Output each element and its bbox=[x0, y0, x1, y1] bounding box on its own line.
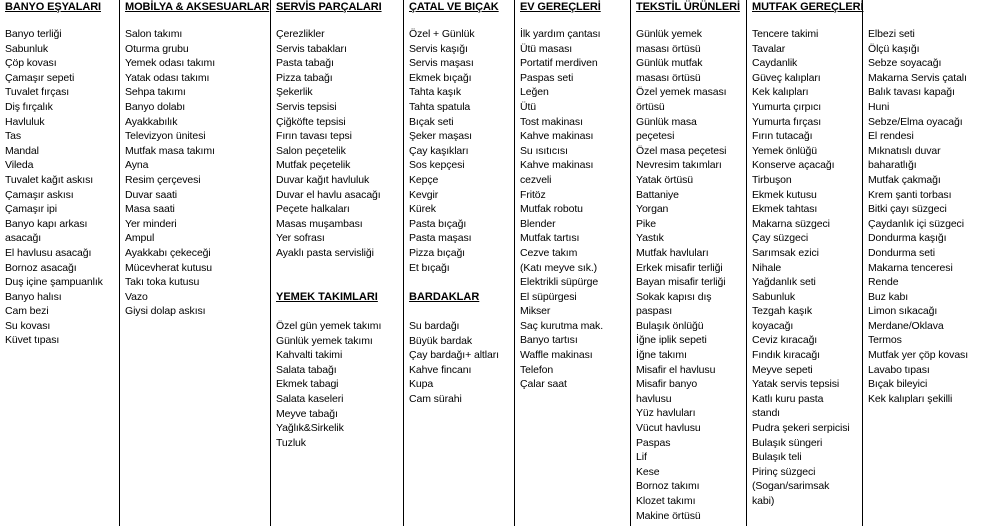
list-item: Fırın tavası tepsi bbox=[276, 130, 352, 143]
list-item: Yumurta çırpıcı bbox=[752, 100, 822, 113]
list-item: Ekmek kutusu bbox=[752, 188, 817, 201]
list-item: Salon takımı bbox=[125, 28, 183, 40]
list-item: Meyve sepeti bbox=[752, 363, 813, 376]
list-item: Büyük bardak bbox=[409, 334, 473, 347]
list-item: Mikser bbox=[520, 305, 551, 318]
list-item: Telefon bbox=[520, 363, 554, 376]
list-item: Dondurma kaşığı bbox=[868, 232, 947, 245]
list-item: Ayakkabılık bbox=[125, 115, 178, 128]
list-item: baharatlığı bbox=[868, 159, 917, 172]
item-list bbox=[125, 27, 215, 319]
list-item: koyacağı bbox=[752, 319, 794, 332]
list-item: Saç kurutma mak. bbox=[520, 319, 604, 332]
list-item: Ekmek bıçağı bbox=[409, 71, 472, 84]
list-item: Yatak odası takımı bbox=[125, 71, 210, 84]
list-item: Mutfak yer çöp kovası bbox=[868, 349, 969, 362]
list-item: Yumurta fırçası bbox=[752, 115, 822, 128]
list-item: Kahvalti takimi bbox=[276, 349, 343, 362]
list-item: Sokak kapısı dış bbox=[636, 290, 712, 303]
list-item: Bulaşık teli bbox=[752, 451, 802, 464]
list-item: El süpürgesi bbox=[520, 290, 577, 303]
list-item: (Sogan/sarimsak bbox=[752, 480, 830, 493]
list-item: Sebze/Elma oyacağı bbox=[868, 115, 963, 128]
list-item: Makarna Servis çatalı bbox=[868, 71, 967, 84]
list-item: Yemek önlüğü bbox=[752, 144, 817, 157]
list-item: Portatif merdiven bbox=[520, 57, 598, 70]
list-item: Kupa bbox=[409, 378, 434, 391]
list-item: Limon sıkacağı bbox=[868, 305, 938, 318]
list-item: Tuvalet kağıt askısı bbox=[5, 173, 94, 186]
list-item: İğne takımı bbox=[636, 349, 687, 362]
list-item: Blender bbox=[520, 217, 556, 230]
list-item: Bornoz takımı bbox=[636, 480, 700, 493]
list-item: Duvar saati bbox=[125, 188, 178, 201]
item-list bbox=[276, 27, 381, 261]
list-item: Vazo bbox=[125, 290, 148, 303]
list-item: Ütü bbox=[520, 100, 537, 113]
list-item: Kese bbox=[636, 465, 660, 478]
list-item: Waffle makinası bbox=[520, 349, 593, 362]
list-item: Çay kaşıkları bbox=[409, 144, 469, 157]
list-item: El havlusu asacağı bbox=[5, 246, 92, 259]
list-item: Tuzluk bbox=[276, 436, 306, 449]
list-item: Salata kaseleri bbox=[276, 392, 344, 405]
list-item: Çalar saat bbox=[520, 378, 567, 391]
list-item: Meyve tabağı bbox=[276, 407, 338, 420]
list-item: Lif bbox=[636, 451, 647, 464]
list-item: Rende bbox=[868, 276, 899, 289]
list-item: Nevresim takımları bbox=[636, 159, 722, 172]
list-item: Yastık bbox=[636, 232, 664, 245]
list-item: Kevgir bbox=[409, 188, 439, 201]
list-item: Tuvalet fırçası bbox=[5, 86, 70, 99]
list-item: Resim çerçevesi bbox=[125, 173, 201, 186]
list-item: Buz kabı bbox=[868, 290, 909, 303]
list-item: Güveç kalıpları bbox=[752, 71, 821, 84]
sub-header: YEMEK TAKIMLARI bbox=[276, 291, 378, 303]
sub-item-list bbox=[409, 319, 499, 407]
list-item: cezveli bbox=[520, 173, 552, 186]
list-item: Klozet takımı bbox=[636, 495, 696, 507]
column-catal bbox=[404, 0, 515, 526]
list-item: Mutfak masa takımı bbox=[125, 144, 215, 157]
list-item: Çay bardağı+ altları bbox=[409, 349, 499, 362]
column-header: EV GEREÇLERİ bbox=[520, 1, 601, 13]
list-item: Servis tabakları bbox=[276, 42, 347, 55]
list-item: Banyo terliği bbox=[5, 28, 62, 40]
list-item: El rendesi bbox=[868, 130, 914, 143]
list-item: Leğen bbox=[520, 86, 549, 99]
list-item: Pike bbox=[636, 217, 657, 230]
list-item: Ütü masası bbox=[520, 42, 573, 55]
list-item: Ayakkabı çekeceği bbox=[125, 246, 211, 259]
list-item: Yüz havluları bbox=[636, 407, 696, 420]
list-item: Tahta kaşık bbox=[409, 86, 462, 99]
list-item: Çaydanlık içi süzgeci bbox=[868, 217, 964, 230]
item-list bbox=[520, 27, 603, 392]
list-item: Yer minderi bbox=[125, 217, 177, 230]
column-ev bbox=[515, 0, 631, 526]
list-item: Mıknatıslı duvar bbox=[868, 144, 941, 157]
list-item: Yorgan bbox=[636, 203, 669, 216]
list-item: Cam sürahi bbox=[409, 392, 462, 405]
list-item: Dondurma seti bbox=[868, 246, 935, 259]
list-item: Tezgah kaşık bbox=[752, 305, 813, 318]
list-item: (Katı meyve sık.) bbox=[520, 261, 598, 274]
list-item: Çay süzgeci bbox=[752, 232, 809, 245]
list-item: Masa saati bbox=[125, 203, 175, 216]
list-item: Salata tabağı bbox=[276, 363, 337, 376]
list-item: Bayan misafir terliği bbox=[636, 276, 726, 289]
list-item: Termos bbox=[868, 334, 902, 347]
list-item: masası örtüsü bbox=[636, 71, 701, 84]
list-item: Banyo dolabı bbox=[125, 100, 186, 113]
list-item: Pudra şekeri serpicisi bbox=[752, 422, 850, 435]
column-mutfak-devam bbox=[863, 0, 991, 526]
list-item: Tavalar bbox=[752, 42, 786, 55]
list-item: Servis maşası bbox=[409, 57, 474, 70]
list-item: Özel + Günlük bbox=[409, 28, 475, 40]
list-item: Şekerlik bbox=[276, 86, 313, 99]
column-header: MOBİLYA & AKSESUARLAR bbox=[125, 1, 270, 13]
list-item: Ekmek tabagi bbox=[276, 378, 339, 391]
list-item: Servis kaşığı bbox=[409, 42, 468, 55]
list-item: Yemek odası takımı bbox=[125, 57, 216, 70]
list-item: Pizza tabağı bbox=[276, 71, 333, 84]
list-item: Ayaklı pasta servisliği bbox=[276, 246, 374, 259]
list-item: Fındık kıracağı bbox=[752, 349, 820, 362]
column-mobilya bbox=[120, 0, 271, 526]
list-item: Pasta bıçağı bbox=[409, 217, 467, 230]
list-item: Paspas bbox=[636, 436, 671, 449]
list-item: Erkek misafir terliği bbox=[636, 261, 723, 274]
list-item: Cezve takım bbox=[520, 246, 578, 259]
list-item: İğne iplik sepeti bbox=[636, 334, 707, 347]
list-item: Günlük yemek takımı bbox=[276, 334, 373, 347]
list-item: Günlük yemek bbox=[636, 28, 702, 40]
list-item: Pasta maşası bbox=[409, 232, 472, 245]
list-item: Caydanlik bbox=[752, 57, 798, 70]
list-item: Çiğköfte tepsisi bbox=[276, 115, 346, 128]
list-item: Sos kepçesi bbox=[409, 159, 465, 172]
list-item: Özel gün yemek takımı bbox=[276, 320, 382, 332]
column-header: ÇATAL VE BIÇAK bbox=[409, 1, 499, 13]
list-item: Havluluk bbox=[5, 115, 45, 128]
list-item: Yağlık&Sirkelik bbox=[276, 422, 344, 435]
list-item: Merdane/Oklava bbox=[868, 319, 944, 332]
list-item: Çerezlikler bbox=[276, 28, 325, 40]
list-item: Takı toka kutusu bbox=[125, 276, 200, 289]
list-item: Fritöz bbox=[520, 188, 546, 201]
list-item: Misafir el havlusu bbox=[636, 363, 716, 376]
list-item: Mutfak tartısı bbox=[520, 232, 580, 245]
list-item: Konserve açacağı bbox=[752, 159, 835, 172]
list-item: Bulaşık önlüğü bbox=[636, 319, 704, 332]
list-item: Kahve fincanı bbox=[409, 363, 472, 376]
list-item: Katlı kuru pasta bbox=[752, 392, 824, 405]
list-item: Nihale bbox=[752, 261, 782, 274]
list-item: standı bbox=[752, 407, 781, 420]
list-item: Mutfak peçetelik bbox=[276, 159, 351, 172]
list-item: asacağı bbox=[5, 232, 42, 245]
list-item: havlusu bbox=[636, 392, 672, 405]
item-list bbox=[868, 27, 968, 406]
list-item: Tas bbox=[5, 130, 22, 143]
list-item: Pizza bıçağı bbox=[409, 246, 465, 259]
list-item: Ampul bbox=[125, 232, 155, 245]
list-item: Balık tavası kapağı bbox=[868, 86, 955, 99]
list-item: Servis tepsisi bbox=[276, 100, 337, 113]
list-item: Fırın tutacağı bbox=[752, 130, 813, 143]
list-item: Et bıçağı bbox=[409, 261, 450, 274]
list-item: Sehpa takımı bbox=[125, 86, 186, 99]
list-item: Yatak servis tepsisi bbox=[752, 378, 840, 391]
list-item: Yağdanlık seti bbox=[752, 276, 816, 289]
list-item: Pirinç süzgeci bbox=[752, 465, 816, 478]
list-item: Elektrikli süpürge bbox=[520, 276, 599, 289]
list-item: Bıçak bileyici bbox=[868, 378, 928, 391]
list-item: Tahta spatula bbox=[409, 100, 471, 113]
list-item: Kahve makinası bbox=[520, 130, 594, 143]
list-item: Sebze soyacağı bbox=[868, 57, 942, 70]
list-item: Şeker maşası bbox=[409, 130, 472, 143]
column-banyo bbox=[0, 0, 120, 526]
sub-header: BARDAKLAR bbox=[409, 291, 480, 303]
list-item: Sarımsak ezici bbox=[752, 246, 819, 259]
item-list bbox=[5, 27, 103, 348]
list-item: İlk yardım çantası bbox=[520, 28, 601, 40]
list-item: Sabunluk bbox=[5, 42, 48, 55]
list-item: Su ısıtıcısı bbox=[520, 144, 568, 157]
list-item: Paspas seti bbox=[520, 71, 574, 84]
list-item: Huni bbox=[868, 100, 890, 113]
list-item: Makine örtüsü bbox=[636, 509, 701, 522]
list-item: Sabunluk bbox=[752, 290, 795, 303]
list-item: Masas muşambası bbox=[276, 217, 363, 230]
column-header: SERVİS PARÇALARI bbox=[276, 1, 382, 13]
list-item: Özel masa peçetesi bbox=[636, 144, 727, 157]
list-item: Battaniye bbox=[636, 188, 679, 201]
list-item: Mandal bbox=[5, 144, 39, 157]
list-item: Ayna bbox=[125, 159, 149, 172]
list-item: Giysi dolap askısı bbox=[125, 305, 206, 318]
list-item: Duş içine şampuanlık bbox=[5, 276, 103, 289]
list-item: Küvet tıpası bbox=[5, 334, 60, 347]
list-item: Peçete halkaları bbox=[276, 203, 350, 216]
list-item: kabi) bbox=[752, 495, 775, 507]
list-item: Mücevherat kutusu bbox=[125, 261, 213, 274]
list-item: Günlük masa bbox=[636, 115, 697, 128]
list-item: Bulaşık süngeri bbox=[752, 436, 823, 449]
list-item: Vücut havlusu bbox=[636, 422, 701, 435]
list-item: Mutfak robotu bbox=[520, 203, 583, 216]
list-item: Makarna süzgeci bbox=[752, 217, 830, 230]
list-item: Banyo tartısı bbox=[520, 334, 578, 347]
list-item: peçetesi bbox=[636, 130, 675, 143]
list-item: Misafir banyo bbox=[636, 378, 698, 391]
item-list bbox=[752, 27, 850, 509]
column-tekstil bbox=[631, 0, 747, 526]
column-servis bbox=[271, 0, 404, 526]
list-item: Kürek bbox=[409, 203, 436, 216]
list-item: Bitki çayı süzgeci bbox=[868, 203, 947, 216]
list-item: Mutfak çakmağı bbox=[868, 173, 941, 186]
list-item: Duvar el havlu asacağı bbox=[276, 188, 381, 201]
list-item: Özel yemek masası bbox=[636, 86, 727, 99]
list-item: Kek kalıpları şekilli bbox=[868, 392, 953, 405]
list-item: Ölçü kaşığı bbox=[868, 42, 920, 55]
list-item: Kek kalıpları bbox=[752, 86, 809, 99]
list-item: Banyo kapı arkası bbox=[5, 217, 88, 230]
list-item: Kepçe bbox=[409, 173, 439, 186]
list-item: Mutfak havluları bbox=[636, 246, 709, 259]
list-item: Çamaşır ipi bbox=[5, 203, 57, 216]
list-item: Pasta tabağı bbox=[276, 57, 334, 70]
list-item: Salon peçetelik bbox=[276, 144, 346, 157]
list-item: Tencere takimi bbox=[752, 28, 819, 40]
list-item: Tost makinası bbox=[520, 115, 583, 128]
list-item: Su bardağı bbox=[409, 320, 460, 332]
list-item: örtüsü bbox=[636, 100, 665, 113]
list-item: Çamaşır askısı bbox=[5, 188, 74, 201]
list-item: Cam bezi bbox=[5, 305, 49, 318]
list-item: Banyo halısı bbox=[5, 290, 62, 303]
list-item: Bıçak seti bbox=[409, 115, 454, 128]
list-item: Makarna tenceresi bbox=[868, 261, 953, 274]
list-item: Yer sofrası bbox=[276, 232, 325, 245]
column-mutfak bbox=[747, 0, 863, 526]
list-item: Lavabo tıpası bbox=[868, 363, 930, 376]
list-item: Krem şanti torbası bbox=[868, 188, 952, 201]
list-item: masası örtüsü bbox=[636, 42, 701, 55]
column-header: BANYO EŞYALARI bbox=[5, 1, 101, 13]
list-item: Ceviz kıracağı bbox=[752, 334, 818, 347]
sub-item-list bbox=[276, 319, 381, 450]
list-item: Televizyon ünitesi bbox=[125, 130, 206, 143]
list-item: Çöp kovası bbox=[5, 57, 57, 70]
list-item: Duvar kağıt havluluk bbox=[276, 173, 370, 186]
column-header: TEKSTİL ÜRÜNLERİ bbox=[636, 1, 740, 13]
list-item: Bornoz asacağı bbox=[5, 261, 77, 274]
list-item: Günlük mutfak bbox=[636, 57, 703, 70]
list-item: Elbezi seti bbox=[868, 28, 915, 40]
list-item: Diş fırçalık bbox=[5, 100, 53, 113]
column-header: MUTFAK GEREÇLERİ bbox=[752, 1, 864, 13]
list-item: Oturma grubu bbox=[125, 42, 189, 55]
list-item: Yatak örtüsü bbox=[636, 173, 693, 186]
list-item: Vileda bbox=[5, 159, 34, 172]
list-item: Çamaşır sepeti bbox=[5, 71, 75, 84]
item-list bbox=[409, 27, 475, 275]
list-item: Kahve makinası bbox=[520, 159, 594, 172]
item-list bbox=[636, 27, 727, 523]
list-item: Tirbuşon bbox=[752, 173, 792, 186]
list-item: Ekmek tahtası bbox=[752, 203, 818, 216]
list-item: Su kovası bbox=[5, 319, 51, 332]
list-item: paspası bbox=[636, 305, 673, 318]
